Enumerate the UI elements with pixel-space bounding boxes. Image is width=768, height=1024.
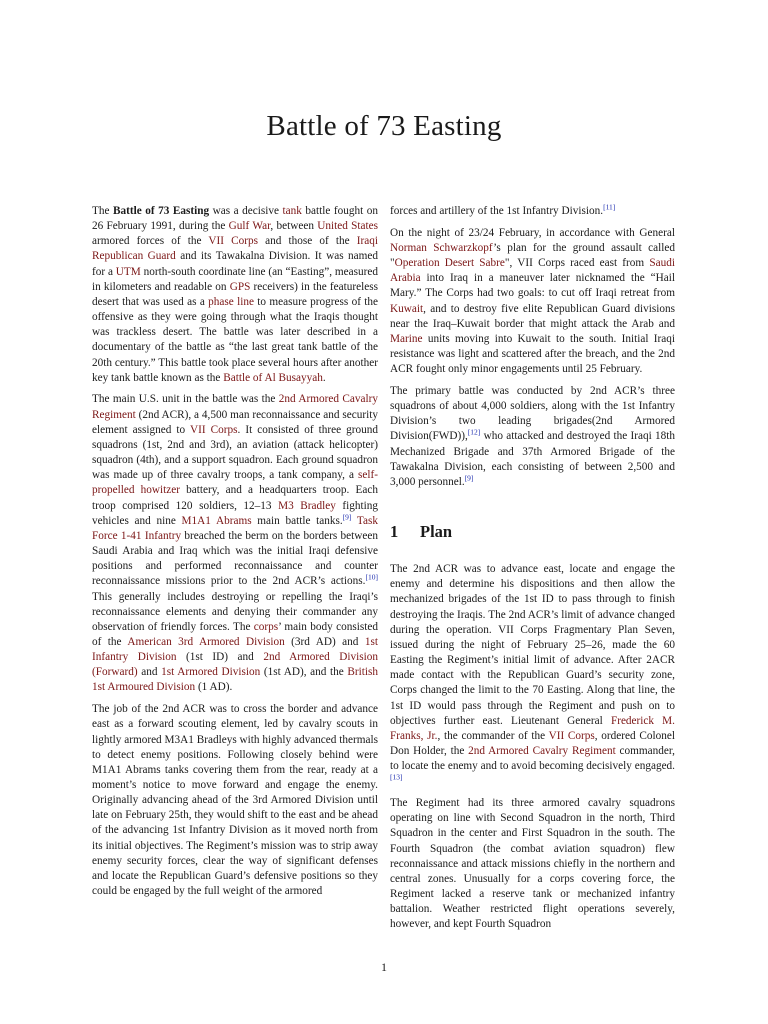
- section-title: Plan: [420, 522, 453, 541]
- text-run: into Iraq in a maneuver later nicknamed the “Hail Mary.” The Corps had two goals: to cut off Iraqi retreat from: [390, 272, 675, 300]
- text-run: ’ main body consisted of the: [92, 620, 378, 648]
- wiki-link[interactable]: corps: [253, 620, 279, 633]
- wiki-link[interactable]: 1st Armored Division: [161, 666, 261, 679]
- paragraph: [390, 384, 675, 490]
- text-run: fighting vehicles and nine: [92, 499, 379, 527]
- wiki-link[interactable]: United States: [317, 220, 378, 233]
- text-run: , between: [270, 220, 318, 233]
- citation-link[interactable]: [9]: [464, 473, 474, 483]
- wiki-link[interactable]: VII Corps: [548, 729, 595, 742]
- wiki-link[interactable]: 2nd Armored Cavalry Regiment: [92, 393, 378, 421]
- citation-link[interactable]: [11]: [603, 202, 616, 212]
- wiki-link[interactable]: tank: [282, 205, 302, 217]
- paragraph: [92, 392, 378, 695]
- wiki-link[interactable]: Norman Schwarzkopf: [390, 241, 494, 254]
- text-run: , and to destroy five elite Republican Guard divisions near the Iraq–Kuwait border that might attack the Arab and: [390, 302, 675, 330]
- wiki-link[interactable]: Saudi Arabia: [390, 257, 675, 285]
- page-number: 1: [381, 960, 387, 974]
- text-run: (1st ID) and: [176, 651, 264, 664]
- wiki-link[interactable]: Iraqi Republican Guard: [92, 235, 379, 263]
- text-run: The main U.S. unit in the battle was the: [92, 393, 279, 406]
- text-run: The 2nd ACR was to advance east, locate and engage the enemy and determine his dispositions and then allow the mechanized brigades of the 1st ID to pass through to finish destroying the Iraqis. The 2nd ACR’s limit of advance changed during the operation. VII Corps Fragmentary Plan Seven, issued during the night of February 25–26, made the 60 Easting the Regiment’s initial limit of advance. After 2ACR made contact with the Republican Guard’s security zone, Corps changed the limit to the 70 Easting. Along that line, the 1st ID would pass through the Regiment and push on to objectives further east. Lieutenant General: [390, 563, 675, 727]
- text-run: (2nd ACR), a 4,500 man reconnaissance and security element assigned to: [92, 408, 378, 436]
- text-run: , the commander of the: [437, 729, 549, 742]
- section-number: 1: [390, 522, 399, 541]
- text-run: and: [137, 666, 162, 679]
- citation-link[interactable]: [10]: [365, 572, 378, 582]
- wiki-link[interactable]: VII Corps: [208, 235, 259, 248]
- text-run: The job of the 2nd ACR was to cross the border and advance east as a forward scouting element, led by cavalry scouts in lightly armored M3A1 Bradleys with highly advanced thermals to detect enemy positions. Following closely behind were M1A1 Abrams tanks covering them from the rear, ready at a moment’s notice to move forward and engage the enemy. Originally advancing ahead of the 3rd Armored Division until late on February 25th, they would shift to the east and be ahead of the advancing 1st Infantry Division as it moved north from its initial objectives. The Regiment’s mission was to strip away enemy security forces, clear the way of significant defenses and locate the Republican Guard’s defensive positions so they could be engaged by the full weight of the armored: [92, 703, 378, 898]
- text-run: The Regiment had its three armored cavalry squadrons operating on line with Second Squadron in the north, Third Squadron in the center and First Squadron in the south. The Fourth Squadron (the combat aviation squadron) flew reconnaissance and attack missions chiefly in the northern and central zones. Unusually for a corps covering force, the Regiment lacked a reserve tank or mechanized infantry battalion. Weather restricted flight operations severely, however, and kept Fourth Squadron: [390, 797, 675, 931]
- text-run: was a decisive: [209, 205, 283, 217]
- wiki-link[interactable]: GPS: [229, 280, 251, 293]
- text-run: . It consisted of three ground squadrons (1st, 2nd and 3rd), an aviation (attack helicopter) squadron (4th), and a support squadron. Each ground squadron was made up of three cavalry troops, a tank company, a: [92, 423, 379, 482]
- wiki-link[interactable]: Battle of Al Busayyah: [223, 371, 323, 384]
- wiki-link[interactable]: M3 Bradley: [278, 499, 336, 512]
- text-run: who attacked and destroyed the Iraqi 18th Mechanized Brigade and 37th Armored Brigade of the Tawakalna Division, each consisting of between 2,500 and 3,000 personnel.: [390, 430, 675, 488]
- wiki-link[interactable]: British 1st Armoured Division: [92, 666, 378, 694]
- text-run: and those of the: [258, 235, 357, 248]
- left-column: [92, 204, 378, 906]
- text-run: units moving into Kuwait to the south. Initial Iraqi resistance was light and scattered after the breach, and the 2nd ACR fought only minor engagements until 25 February.: [390, 332, 675, 376]
- text-run: On the night of 23/24 February, in accordance with General: [390, 226, 675, 239]
- citation-link[interactable]: [12]: [467, 427, 481, 437]
- text-run: (1 AD).: [195, 681, 233, 694]
- text-run: north-south coordinate line (an “Easting”, measured in kilometers and readable on: [92, 265, 378, 293]
- paragraph: [390, 204, 675, 219]
- wiki-link[interactable]: VII Corps: [190, 423, 238, 436]
- citation-link[interactable]: [13]: [390, 772, 403, 782]
- wiki-link[interactable]: M1A1 Abrams: [181, 514, 252, 527]
- text-run: (1st AD), and the: [260, 666, 348, 679]
- text-run: .: [322, 371, 326, 384]
- wiki-link[interactable]: 2nd Armored Cavalry Regiment: [468, 745, 616, 758]
- text-run: breached the berm on the borders between Saudi Arabia and Iraq which was the initial Iraqi defensive positions and performed reconnaissance and counter reconnaissance missions prior to the 2nd ACR’s actions.: [92, 529, 378, 588]
- text-run: The: [92, 205, 113, 217]
- text-run: (3rd AD) and: [284, 635, 365, 648]
- text-run: to measure progress of the offensive as they were going through what the Iraqis thought was trackless desert. The battle was later described in a documentary of the battle as “the last great tank battle of the 20th century.” This battle took place several hours after another key tank battle known as the: [92, 295, 379, 384]
- paragraph: [92, 702, 378, 899]
- text-run: and its Tawakalna Division. It was named for a: [92, 250, 378, 278]
- wiki-link[interactable]: UTM: [115, 265, 141, 278]
- wiki-link[interactable]: Kuwait: [390, 302, 424, 315]
- wiki-link[interactable]: 1st Infantry Division: [92, 635, 378, 664]
- paragraph: [92, 204, 378, 386]
- citation-link[interactable]: [9]: [342, 511, 352, 521]
- article-title: Battle of 73 Easting: [266, 110, 502, 142]
- wiki-link[interactable]: Frederick M. Franks, Jr.: [390, 714, 675, 742]
- text-run: forces and artillery of the 1st Infantry Division.: [390, 205, 604, 217]
- wiki-link[interactable]: American 3rd Armored Division: [127, 635, 285, 648]
- text-run: ", VII Corps raced east from: [504, 257, 650, 270]
- wiki-link[interactable]: 2nd Armored Division (Forward): [92, 651, 378, 679]
- wiki-link[interactable]: self-propelled howitzer: [92, 469, 378, 497]
- wiki-link[interactable]: Operation Desert Sabre: [394, 257, 505, 270]
- text-run: main battle tanks.: [251, 514, 343, 527]
- text-run: battle fought on 26 February 1991, during the: [92, 205, 378, 233]
- bold-term: Battle of 73 Easting: [113, 205, 210, 217]
- paragraph: [390, 226, 675, 378]
- wiki-link[interactable]: Gulf War: [228, 220, 271, 233]
- text-run: receivers) in the featureless desert that was used as a: [92, 280, 379, 308]
- text-run: armored forces of the: [92, 235, 209, 248]
- text-run: This generally includes destroying or repelling the Iraqi’s reconnaissance elements and denying their commander any observation of friendly forces. The: [92, 590, 378, 633]
- wiki-link[interactable]: Marine: [390, 332, 423, 345]
- paragraph: [390, 796, 675, 932]
- paragraph: [390, 562, 675, 789]
- text-run: battery, and a headquarters troop. Each troop comprised 120 soldiers, 12–13: [92, 484, 378, 512]
- wiki-link[interactable]: Task Force 1-41 Infantry: [92, 514, 379, 542]
- text-run: ’s plan for the ground assault called ": [390, 241, 675, 270]
- section-heading: [390, 524, 675, 539]
- right-column: [390, 204, 675, 939]
- text-run: The primary battle was conducted by 2nd ACR’s three squadrons of about 4,000 soldiers, along with the 1st Infantry Division’s two leading brigades(2nd Armored Division(FWD)),: [390, 384, 675, 443]
- text-run: , ordered Colonel Don Holder, the: [390, 729, 675, 758]
- wiki-link[interactable]: phase line: [208, 295, 254, 308]
- text-run: commander, to locate the enemy and to avoid becoming decisively engaged.: [390, 745, 675, 773]
